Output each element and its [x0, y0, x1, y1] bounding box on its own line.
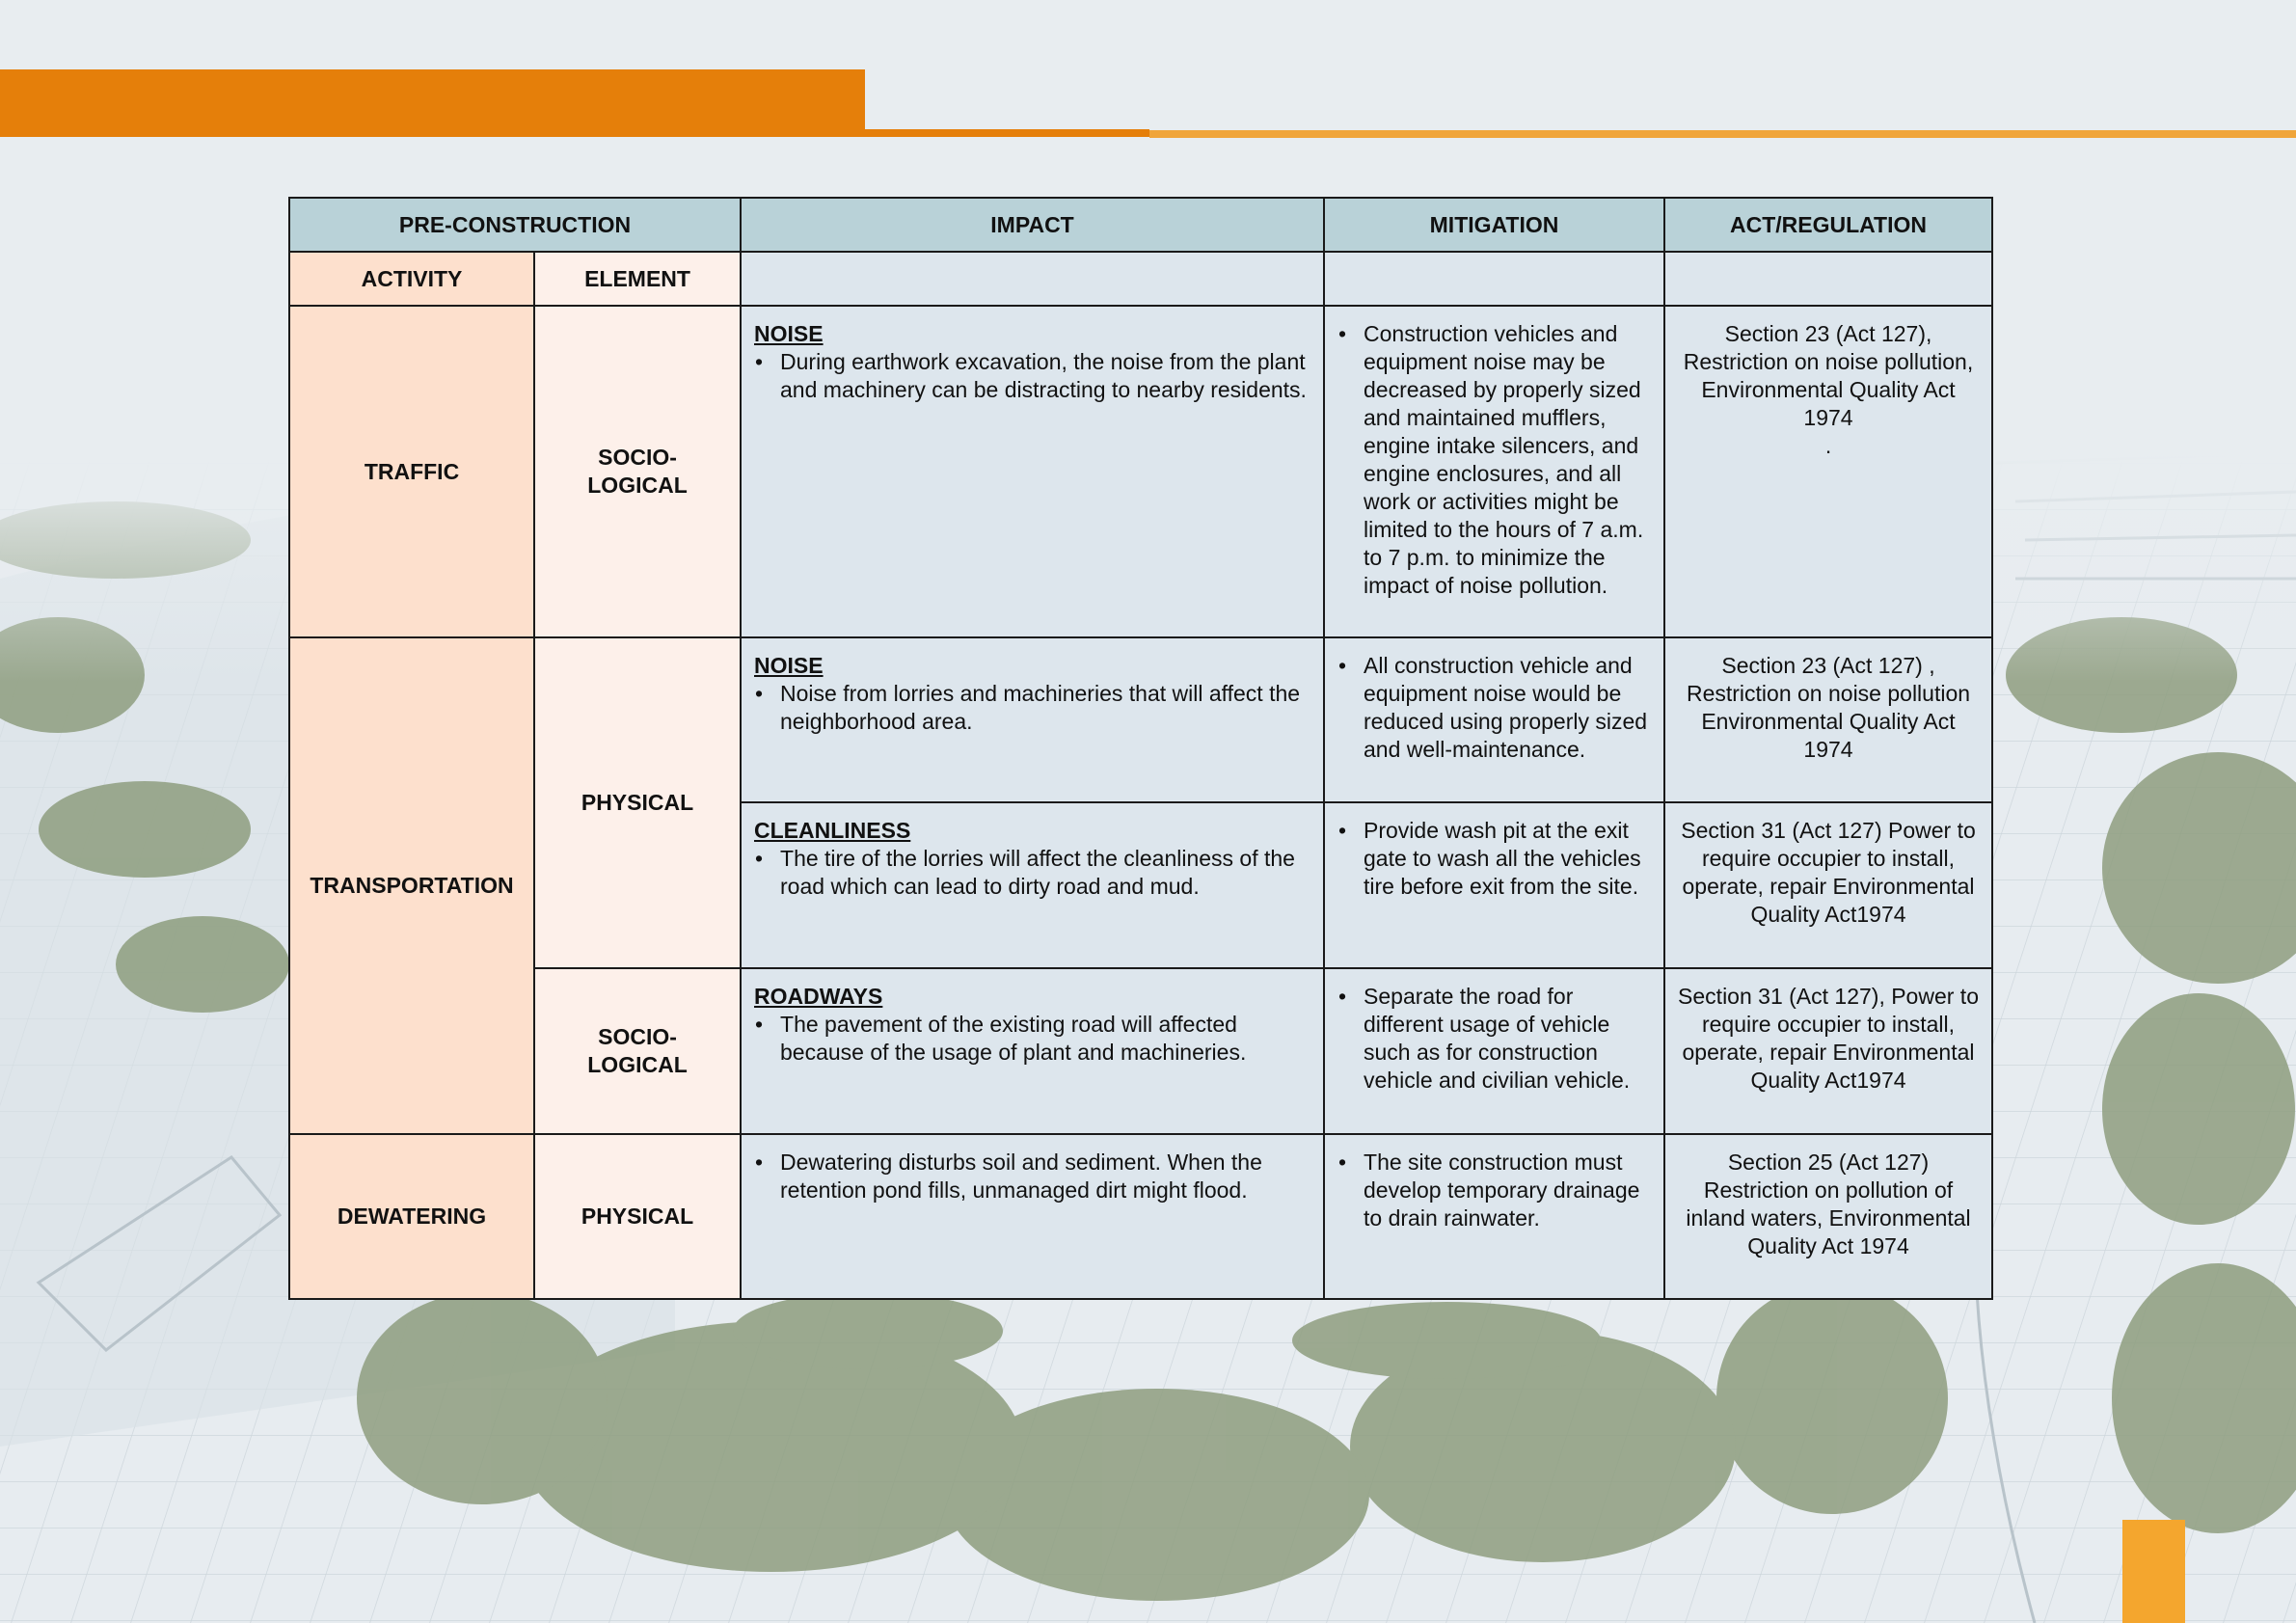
act-cell: Section 25 (Act 127) Restriction on pollution of inland waters, Environmental Quality Act 1974 [1664, 1134, 1992, 1299]
header-accent-thin-line [1149, 130, 2296, 138]
impact-title: NOISE [754, 321, 824, 346]
impact-title: NOISE [754, 653, 824, 678]
act-text: Section 23 (Act 127), Restriction on noise pollution, Environmental Quality Act 1974 . [1683, 321, 1974, 458]
header-mitigation: MITIGATION [1324, 198, 1664, 252]
impact-cell [741, 968, 1324, 1134]
mitigation-text: • Construction vehicles and equipment noise may be decreased by properly sized and maintained mufflers, engine intake silencers, and engine enclosures, and all work or activities might be limited to the hours of 7 a.m. to 7 p.m. to minimize the impact of noise pollution. [1337, 320, 1652, 600]
table-row [289, 968, 1992, 1134]
mitigation-text: • Separate the road for different usage of vehicle such as for construction vehicle and civilian vehicle. [1337, 983, 1652, 1095]
mitigation-cell [1324, 306, 1664, 637]
subheader-blank [1324, 252, 1664, 306]
header-pre-construction: PRE-CONSTRUCTION [289, 198, 741, 252]
mitigation-text: • Provide wash pit at the exit gate to wash all the vehicles tire before exit from the site. [1337, 817, 1652, 901]
subheader-blank [1664, 252, 1992, 306]
impact-text: • The tire of the lorries will affect the cleanliness of the road which can lead to dirty road and mud. [754, 845, 1311, 901]
impact-cell [741, 802, 1324, 968]
activity-cell: DEWATERING [289, 1134, 534, 1299]
mitigation-text: • The site construction must develop temporary drainage to drain rainwater. [1337, 1149, 1652, 1232]
table-row [289, 306, 1992, 637]
element-cell: PHYSICAL [534, 637, 741, 968]
page-corner-accent [2122, 1520, 2185, 1623]
header-accent-bar [0, 69, 865, 137]
activity-cell: TRANSPORTATION [289, 637, 534, 1134]
act-cell: Section 31 (Act 127), Power to require occupier to install, operate, repair Environmental Quality Act1974 [1664, 968, 1992, 1134]
element-cell [534, 968, 741, 1134]
impact-text: • The pavement of the existing road will affected because of the usage of plant and machineries. [754, 1011, 1311, 1067]
impact-title: ROADWAYS [754, 984, 883, 1009]
header-act-regulation: ACT/REGULATION [1664, 198, 1992, 252]
table-row [289, 637, 1992, 802]
mitigation-cell [1324, 1134, 1664, 1299]
impact-text: • Dewatering disturbs soil and sediment. When the retention pond fills, unmanaged dirt might flood. [754, 1149, 1311, 1204]
impact-text: • During earthwork excavation, the noise from the plant and machinery can be distracting to nearby residents. [754, 348, 1311, 404]
impact-cell [741, 1134, 1324, 1299]
element-cell: PHYSICAL [534, 1134, 741, 1299]
mitigation-text: • All construction vehicle and equipment noise would be reduced using properly sized and well-maintenance. [1337, 652, 1652, 764]
subheader-activity: ACTIVITY [289, 252, 534, 306]
act-cell [1664, 306, 1992, 637]
header-impact: IMPACT [741, 198, 1324, 252]
table-row [289, 1134, 1992, 1299]
mitigation-cell [1324, 637, 1664, 802]
impact-title: CLEANLINESS [754, 818, 911, 843]
subheader-blank [741, 252, 1324, 306]
impact-text: • Noise from lorries and machineries that will affect the neighborhood area. [754, 680, 1311, 736]
element-label: SOCIO- LOGICAL [587, 1024, 688, 1077]
mitigation-cell [1324, 802, 1664, 968]
act-cell: Section 23 (Act 127) , Restriction on noise pollution Environmental Quality Act 1974 [1664, 637, 1992, 802]
impact-cell [741, 306, 1324, 637]
act-cell: Section 31 (Act 127) Power to require occupier to install, operate, repair Environmental Quality Act1974 [1664, 802, 1992, 968]
subheader-element: ELEMENT [534, 252, 741, 306]
activity-cell: TRAFFIC [289, 306, 534, 637]
impact-cell [741, 637, 1324, 802]
element-cell [534, 306, 741, 637]
header-accent-line [865, 129, 1149, 137]
pre-construction-impact-table [288, 197, 1993, 1300]
element-label: SOCIO- LOGICAL [587, 445, 688, 498]
mitigation-cell [1324, 968, 1664, 1134]
